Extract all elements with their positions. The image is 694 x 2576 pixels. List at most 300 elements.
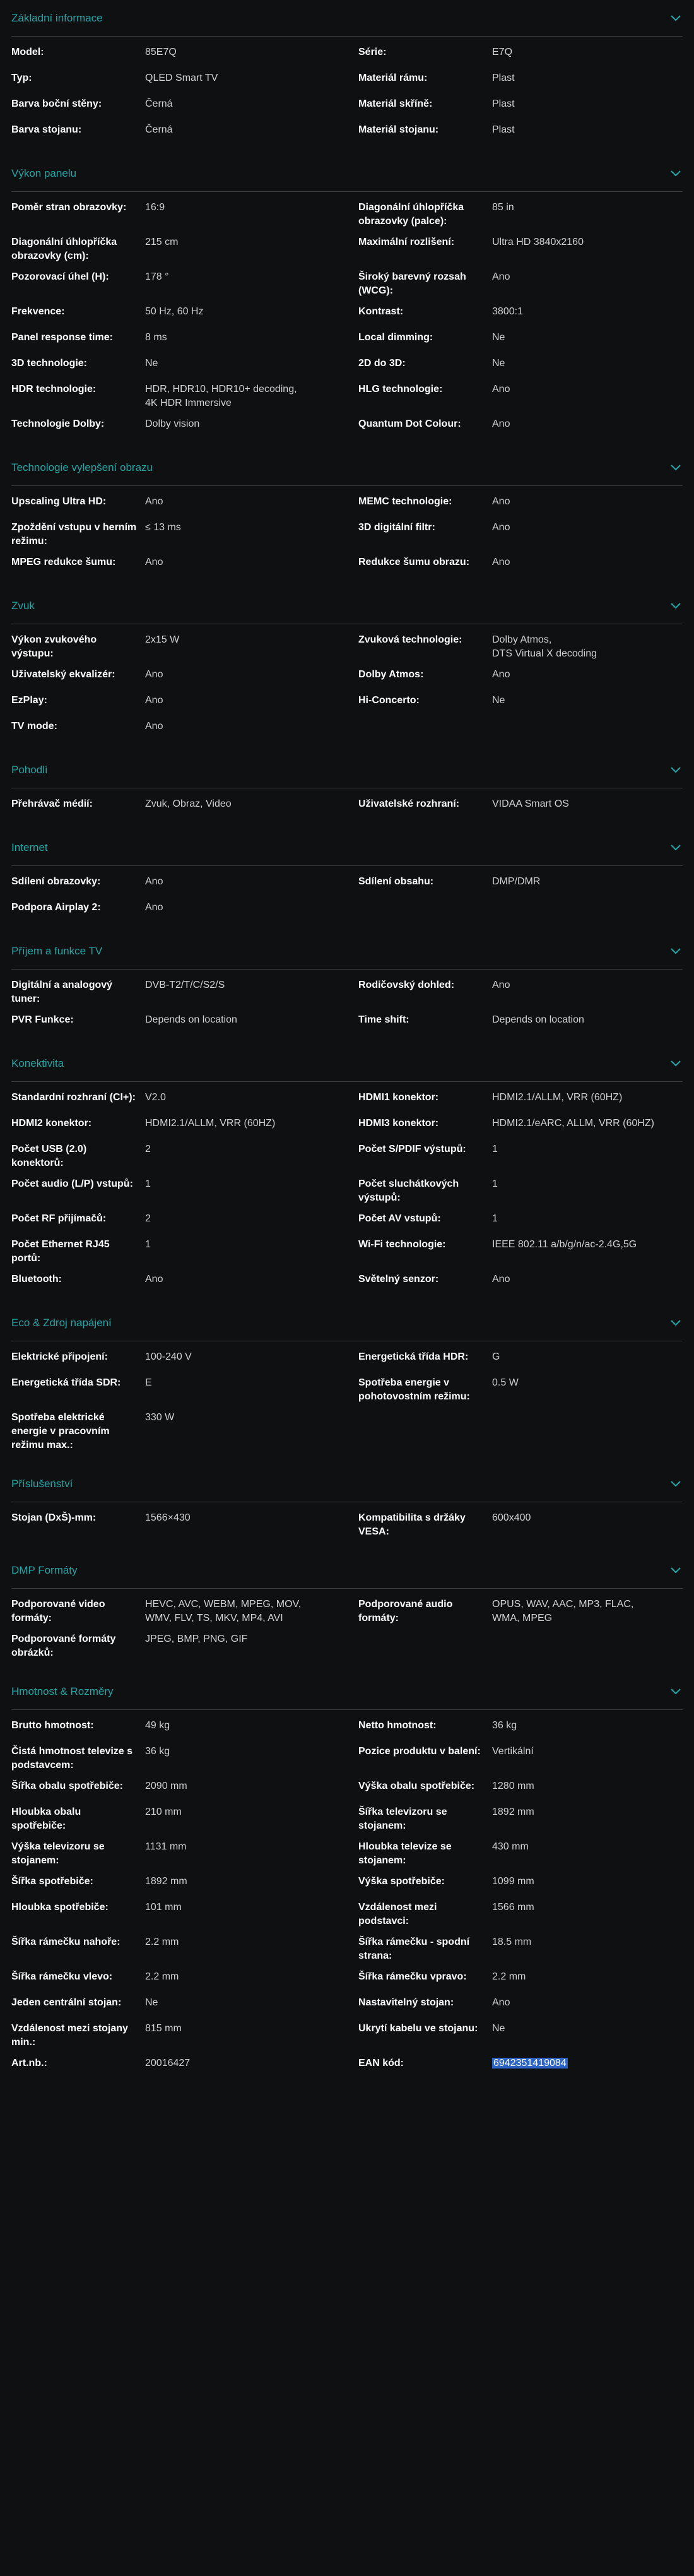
spec-label: Frekvence: <box>11 306 65 317</box>
spec-row <box>11 1840 683 1875</box>
chevron-down-icon[interactable] <box>669 11 683 25</box>
spec-value: Ne <box>145 358 158 369</box>
spec-value: HDMI2.1/eARC, ALLM, VRR (60HZ) <box>492 1118 654 1129</box>
spec-label: Počet RF přijímačů: <box>11 1213 107 1224</box>
spec-label: Počet audio (L/P) vstupů: <box>11 1178 133 1189</box>
spec-item <box>358 495 694 521</box>
chevron-down-icon[interactable] <box>669 1057 683 1071</box>
spec-row <box>11 901 683 927</box>
spec-section-zvuk <box>11 588 683 752</box>
spec-label: Série: <box>358 47 387 57</box>
spec-label: Výška obalu spotřebiče: <box>358 1781 475 1791</box>
spec-value: 1566 mm <box>492 1902 534 1913</box>
spec-item <box>358 694 694 720</box>
spec-item <box>11 521 347 555</box>
spec-label: Šířka obalu spotřebiče: <box>11 1781 123 1791</box>
spec-value: 430 mm <box>492 1841 529 1852</box>
spec-item <box>11 1996 347 2022</box>
spec-row <box>11 235 683 270</box>
section-title: Pohodlí <box>11 763 48 776</box>
spec-value: 2090 mm <box>145 1781 187 1791</box>
spec-item <box>358 123 694 149</box>
spec-row <box>11 694 683 720</box>
spec-label: Hloubka spotřebiče: <box>11 1902 109 1913</box>
section-header[interactable] <box>11 155 683 192</box>
spec-value: 210 mm <box>145 1807 182 1817</box>
spec-item <box>11 1091 347 1117</box>
spec-label: Diagonální úhlopříčka obrazovky (palce): <box>358 202 464 227</box>
spec-label: Typ: <box>11 73 32 83</box>
spec-value: HDR, HDR10, HDR10+ decoding, 4K HDR Immersive <box>145 384 297 408</box>
spec-label: Wi-Fi technologie: <box>358 1239 446 1250</box>
spec-value: Ne <box>145 1997 158 2008</box>
spec-label: Stojan (DxŠ)-mm: <box>11 1512 97 1523</box>
spec-label: Maximální rozlišení: <box>358 237 455 247</box>
section-body <box>11 1341 683 1466</box>
spec-item <box>11 97 347 123</box>
spec-value: E <box>145 1377 152 1388</box>
spec-label: Standardní rozhraní (CI+): <box>11 1092 136 1103</box>
spec-value: Černá <box>145 98 173 109</box>
spec-label: Hloubka obalu spotřebiče: <box>11 1807 81 1831</box>
spec-section-prijem-a-funkce-tv <box>11 933 683 1045</box>
spec-row <box>11 797 683 823</box>
spec-label: HDMI1 konektor: <box>358 1092 439 1103</box>
spec-label: HDMI2 konektor: <box>11 1118 92 1129</box>
spec-item <box>358 270 694 305</box>
spec-item <box>358 1632 683 1667</box>
spec-row <box>11 1632 683 1667</box>
spec-item <box>11 1935 347 1970</box>
spec-value: VIDAA Smart OS <box>492 798 569 809</box>
spec-label: Počet USB (2.0) konektorů: <box>11 1144 87 1168</box>
spec-label: Panel response time: <box>11 332 113 343</box>
section-header[interactable] <box>11 0 683 37</box>
spec-item <box>358 201 694 235</box>
spec-value: Ano <box>145 695 163 706</box>
spec-row <box>11 357 683 383</box>
spec-label: Materiál skříně: <box>358 98 433 109</box>
chevron-down-icon[interactable] <box>669 841 683 855</box>
chevron-down-icon[interactable] <box>669 167 683 181</box>
spec-item <box>11 1598 347 1632</box>
spec-label: Technologie Dolby: <box>11 418 105 429</box>
spec-label: Pozorovací úhel (H): <box>11 271 109 282</box>
spec-value: 330 W <box>145 1412 175 1423</box>
spec-item <box>358 1238 694 1273</box>
spec-row <box>11 1376 683 1411</box>
spec-item <box>11 201 347 235</box>
section-header[interactable] <box>11 1305 683 1341</box>
spec-value: DMP/DMR <box>492 876 541 887</box>
spec-row <box>11 1935 683 1970</box>
spec-label: Počet sluchátkových výstupů: <box>358 1178 459 1203</box>
spec-item <box>11 720 347 745</box>
spec-label: Šířka spotřebiče: <box>11 1876 93 1887</box>
spec-item <box>358 305 694 331</box>
section-title: Internet <box>11 841 48 853</box>
spec-value: Ne <box>492 358 505 369</box>
spec-item <box>11 123 347 149</box>
spec-section-dmp-formaty <box>11 1552 683 1673</box>
spec-item <box>11 1779 347 1805</box>
spec-row <box>11 45 683 71</box>
spec-value: 36 kg <box>492 1720 517 1731</box>
spec-item <box>11 1143 347 1177</box>
spec-value: 1 <box>145 1239 151 1250</box>
spec-item <box>11 1970 347 1996</box>
spec-item <box>11 2022 347 2057</box>
section-header[interactable] <box>11 449 683 486</box>
spec-item <box>11 978 347 1013</box>
spec-value: Ano <box>492 418 510 429</box>
spec-label: Šířka rámečku nahoře: <box>11 1937 121 1947</box>
spec-item <box>11 901 347 927</box>
spec-label: Šířka televizoru se stojanem: <box>358 1807 447 1831</box>
spec-value: Plast <box>492 98 515 109</box>
spec-row <box>11 668 683 694</box>
spec-value: OPUS, WAV, AAC, MP3, FLAC, WMA, MPEG <box>492 1599 634 1623</box>
spec-row <box>11 978 683 1013</box>
spec-label: MPEG redukce šumu: <box>11 557 116 567</box>
spec-value: V2.0 <box>145 1092 166 1103</box>
spec-item <box>358 1996 694 2022</box>
spec-item <box>358 797 694 823</box>
spec-value: 1892 mm <box>492 1807 534 1817</box>
spec-item <box>11 668 347 694</box>
spec-item <box>358 901 683 927</box>
spec-value: JPEG, BMP, PNG, GIF <box>145 1634 248 1644</box>
spec-label: Hi-Concerto: <box>358 695 420 706</box>
spec-item <box>11 305 347 331</box>
chevron-down-icon[interactable] <box>669 461 683 475</box>
spec-item <box>11 1840 347 1875</box>
spec-value: 18.5 mm <box>492 1937 532 1947</box>
spec-value: 1099 mm <box>492 1876 534 1887</box>
spec-label: Poměr stran obrazovky: <box>11 202 127 213</box>
spec-row <box>11 1598 683 1632</box>
spec-row <box>11 1745 683 1779</box>
spec-item <box>11 797 347 823</box>
spec-value: 1 <box>492 1178 498 1189</box>
spec-row <box>11 1996 683 2022</box>
spec-item <box>358 633 694 668</box>
spec-item <box>358 97 694 123</box>
spec-label: Jeden centrální stojan: <box>11 1997 122 2008</box>
spec-label: Podpora Airplay 2: <box>11 902 101 913</box>
spec-section-eco-zdroj-napajeni <box>11 1305 683 1466</box>
spec-row <box>11 270 683 305</box>
chevron-down-icon[interactable] <box>669 763 683 777</box>
spec-label: Barva stojanu: <box>11 124 82 135</box>
spec-label: Počet Ethernet RJ45 portů: <box>11 1239 110 1264</box>
spec-row <box>11 1091 683 1117</box>
spec-row <box>11 305 683 331</box>
spec-item <box>358 1598 694 1632</box>
spec-row <box>11 1238 683 1273</box>
spec-item <box>11 71 347 97</box>
spec-label: Barva boční stěny: <box>11 98 102 109</box>
section-body <box>11 486 683 588</box>
chevron-down-icon[interactable] <box>669 1564 683 1577</box>
spec-value: 815 mm <box>145 2023 182 2034</box>
section-header[interactable] <box>11 588 683 624</box>
section-title: Výkon panelu <box>11 167 77 179</box>
spec-value <box>492 2057 694 2070</box>
spec-item <box>358 1719 694 1745</box>
spec-row <box>11 201 683 235</box>
spec-item <box>358 1805 694 1840</box>
spec-label: Pozice produktu v balení: <box>358 1746 481 1757</box>
spec-row <box>11 2057 683 2082</box>
spec-label: Šířka rámečku - spodní strana: <box>358 1937 470 1961</box>
section-body <box>11 1502 683 1552</box>
section-title: Příslušenství <box>11 1477 73 1490</box>
section-body <box>11 788 683 829</box>
spec-label: PVR Funkce: <box>11 1014 74 1025</box>
spec-value: Plast <box>492 73 515 83</box>
spec-item <box>358 1875 694 1901</box>
spec-value: 36 kg <box>145 1746 170 1757</box>
spec-label: HDR technologie: <box>11 384 97 395</box>
section-header[interactable] <box>11 1045 683 1082</box>
spec-item <box>358 1177 694 1212</box>
spec-value: 2.2 mm <box>145 1971 179 1982</box>
spec-row <box>11 1511 683 1546</box>
spec-value: 50 Hz, 60 Hz <box>145 306 204 317</box>
spec-row <box>11 555 683 581</box>
spec-label: Materiál rámu: <box>358 73 428 83</box>
spec-item <box>358 383 694 417</box>
spec-label: TV mode: <box>11 721 57 732</box>
chevron-down-icon[interactable] <box>669 599 683 613</box>
spec-label: Digitální a analogový tuner: <box>11 980 113 1004</box>
spec-label: Redukce šumu obrazu: <box>358 557 470 567</box>
spec-item <box>358 1376 694 1411</box>
spec-label: Art.nb.: <box>11 2058 47 2069</box>
section-title: Základní informace <box>11 11 103 24</box>
chevron-down-icon[interactable] <box>669 944 683 958</box>
spec-label: Podporované audio formáty: <box>358 1599 453 1623</box>
spec-label: Upscaling Ultra HD: <box>11 496 107 507</box>
spec-item <box>358 1273 694 1298</box>
spec-item <box>11 270 347 305</box>
spec-row <box>11 1177 683 1212</box>
selected-text[interactable]: 6942351419084 <box>493 2058 567 2069</box>
spec-section-pohodli <box>11 752 683 829</box>
section-body <box>11 970 683 1045</box>
spec-value: Depends on location <box>492 1014 584 1025</box>
spec-item <box>358 1091 694 1117</box>
spec-label: Kontrast: <box>358 306 404 317</box>
spec-value: 2.2 mm <box>492 1971 526 1982</box>
spec-item <box>358 521 694 555</box>
spec-label: Energetická třída HDR: <box>358 1351 469 1362</box>
chevron-down-icon[interactable] <box>669 1685 683 1699</box>
spec-item <box>358 1511 694 1546</box>
section-title: Konektivita <box>11 1057 64 1069</box>
spec-value: 101 mm <box>145 1902 182 1913</box>
section-header[interactable] <box>11 1466 683 1502</box>
spec-value: Zvuk, Obraz, Video <box>145 798 232 809</box>
spec-label: Local dimming: <box>358 332 433 343</box>
spec-value: E7Q <box>492 47 513 57</box>
spec-item <box>358 1411 683 1459</box>
spec-value: 215 cm <box>145 237 179 247</box>
spec-item <box>11 357 347 383</box>
spec-value: 1280 mm <box>492 1781 534 1791</box>
spec-item <box>358 357 694 383</box>
spec-value: 85E7Q <box>145 47 177 57</box>
section-header[interactable] <box>11 1673 683 1710</box>
spec-label: HLG technologie: <box>358 384 443 395</box>
spec-label: Kompatibilita s držáky VESA: <box>358 1512 466 1537</box>
spec-value: G <box>492 1351 500 1362</box>
spec-item <box>11 875 347 901</box>
spec-value: 1131 mm <box>145 1841 187 1852</box>
spec-item <box>358 1970 694 1996</box>
spec-section-konektivita <box>11 1045 683 1305</box>
spec-item <box>11 1745 347 1779</box>
spec-row <box>11 417 683 443</box>
section-title: Příjem a funkce TV <box>11 944 103 957</box>
section-body <box>11 192 683 449</box>
spec-label: Výška spotřebiče: <box>358 1876 445 1887</box>
spec-row <box>11 495 683 521</box>
spec-item <box>11 1719 347 1745</box>
spec-item <box>358 71 694 97</box>
spec-item <box>358 331 694 357</box>
spec-label: 2D do 3D: <box>358 358 406 369</box>
spec-label: Výška televizoru se stojanem: <box>11 1841 105 1866</box>
spec-value: 1 <box>492 1144 498 1154</box>
spec-value: 20016427 <box>145 2058 191 2069</box>
spec-item <box>11 45 347 71</box>
chevron-down-icon[interactable] <box>669 1316 683 1330</box>
spec-item <box>11 1632 347 1667</box>
section-body <box>11 37 683 155</box>
spec-item <box>11 1013 347 1039</box>
spec-item <box>358 417 694 443</box>
spec-label: Šířka rámečku vpravo: <box>358 1971 467 1982</box>
spec-value: 100-240 V <box>145 1351 192 1362</box>
spec-value: QLED Smart TV <box>145 73 218 83</box>
spec-value: 1566×430 <box>145 1512 191 1523</box>
spec-value: 8 ms <box>145 332 167 343</box>
spec-row <box>11 1350 683 1376</box>
spec-value: 85 in <box>492 202 514 213</box>
spec-label: Dolby Atmos: <box>358 669 424 680</box>
spec-item <box>358 1350 694 1376</box>
spec-item <box>11 1273 347 1298</box>
spec-item <box>11 1511 347 1546</box>
spec-label: Sdílení obsahu: <box>358 876 434 887</box>
spec-item <box>358 2022 694 2057</box>
spec-value: 3800:1 <box>492 306 523 317</box>
spec-value: IEEE 802.11 a/b/g/n/ac-2.4G,5G <box>492 1239 637 1250</box>
spec-item <box>358 555 694 581</box>
spec-label: Elektrické připojení: <box>11 1351 108 1362</box>
spec-row <box>11 720 683 745</box>
section-body <box>11 866 683 933</box>
section-header[interactable] <box>11 752 683 788</box>
spec-value: 1892 mm <box>145 1876 187 1887</box>
spec-item <box>11 633 347 668</box>
spec-value: 600x400 <box>492 1512 531 1523</box>
spec-row <box>11 875 683 901</box>
spec-label: EAN kód: <box>358 2058 404 2069</box>
spec-value: Ano <box>145 1274 163 1285</box>
spec-row <box>11 521 683 555</box>
spec-value: HDMI2.1/ALLM, VRR (60HZ) <box>145 1118 276 1129</box>
spec-row <box>11 1013 683 1039</box>
spec-value: Ano <box>145 669 163 680</box>
spec-item <box>358 1745 694 1779</box>
spec-item <box>11 417 347 443</box>
section-header[interactable] <box>11 1552 683 1589</box>
spec-label: Ukrytí kabelu ve stojanu: <box>358 2023 478 2034</box>
section-header[interactable] <box>11 933 683 970</box>
spec-row <box>11 1970 683 1996</box>
spec-item <box>11 1805 347 1840</box>
spec-item <box>358 720 683 745</box>
spec-label: Quantum Dot Colour: <box>358 418 461 429</box>
spec-row <box>11 1117 683 1143</box>
spec-row <box>11 1779 683 1805</box>
spec-label: Počet AV vstupů: <box>358 1213 441 1224</box>
spec-item <box>358 1840 694 1875</box>
spec-item <box>358 1143 694 1177</box>
spec-label: Světelný senzor: <box>358 1274 439 1285</box>
spec-value: 16:9 <box>145 202 165 213</box>
spec-label: Nastavitelný stojan: <box>358 1997 454 2008</box>
section-title: Technologie vylepšení obrazu <box>11 461 153 473</box>
spec-value: Ano <box>145 496 163 507</box>
section-header[interactable] <box>11 829 683 866</box>
spec-value: Ano <box>492 1274 510 1285</box>
spec-label: Šířka rámečku vlevo: <box>11 1971 113 1982</box>
spec-label: Výkon zvukového výstupu: <box>11 634 97 659</box>
spec-label: Spotřeba elektrické energie v pracovním režimu max.: <box>11 1412 110 1451</box>
spec-value: Ano <box>492 496 510 507</box>
spec-label: 3D digitální filtr: <box>358 522 435 533</box>
spec-value: Ano <box>145 721 163 732</box>
spec-value: Dolby Atmos, DTS Virtual X decoding <box>492 634 597 659</box>
spec-item <box>11 1376 347 1411</box>
section-title: Hmotnost & Rozměry <box>11 1685 114 1697</box>
spec-section-technologie-vylepseni-obrazu <box>11 449 683 588</box>
spec-item <box>11 1177 347 1212</box>
section-body <box>11 1082 683 1305</box>
spec-row <box>11 123 683 149</box>
spec-value: 1 <box>492 1213 498 1224</box>
chevron-down-icon[interactable] <box>669 1477 683 1491</box>
spec-item <box>11 235 347 270</box>
spec-value: Dolby vision <box>145 418 200 429</box>
spec-item <box>358 2057 694 2082</box>
spec-row <box>11 1143 683 1177</box>
spec-item <box>11 1212 347 1238</box>
spec-label: Podporované formáty obrázků: <box>11 1634 116 1658</box>
spec-item <box>11 2057 347 2082</box>
spec-label: Zpoždění vstupu v herním režimu: <box>11 522 137 547</box>
spec-label: Hloubka televize se stojanem: <box>358 1841 452 1866</box>
spec-item <box>358 668 694 694</box>
spec-value: 49 kg <box>145 1720 170 1731</box>
spec-label: Spotřeba energie v pohotovostním režimu: <box>358 1377 470 1402</box>
spec-label: Přehrávač médií: <box>11 798 93 809</box>
spec-label: Energetická třída SDR: <box>11 1377 121 1388</box>
